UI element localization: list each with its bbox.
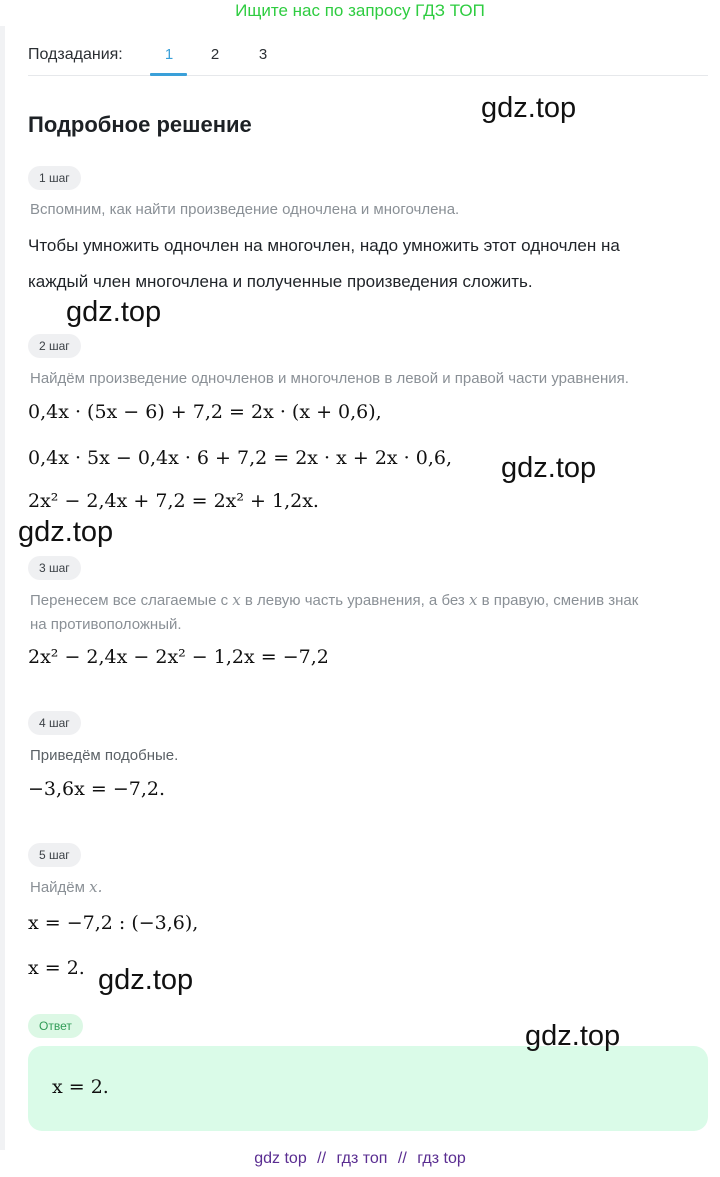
step-3-equation: 2x² − 2,4x − 2x² − 1,2x = −7,2 <box>28 646 329 668</box>
step-2-equation-1: 0,4x · (5x − 6) + 7,2 = 2x · (x + 0,6), <box>28 401 382 423</box>
active-tab-indicator <box>150 73 187 76</box>
page-title: Подробное решение <box>28 112 252 137</box>
footer-link-3[interactable]: гдз top <box>417 1150 466 1167</box>
step-3-hint-part-3: в правую, сменив знак <box>481 592 639 609</box>
step-5-badge: 5 шаг <box>28 843 81 867</box>
step-4-equation: −3,6x = −7,2. <box>28 778 166 800</box>
step-1-badge: 1 шаг <box>28 166 81 190</box>
step-1-text-line-2: каждый член многочлена и полученные произведения сложить. <box>28 272 533 291</box>
watermark: gdz.top <box>501 452 597 484</box>
watermark: gdz.top <box>18 516 114 548</box>
footer-links <box>0 1150 720 1168</box>
answer-badge: Ответ <box>28 1014 83 1038</box>
step-3-hint-variable: x <box>232 591 241 609</box>
step-3-hint-part-1: Перенесем все слагаемые с <box>30 592 229 609</box>
step-1-text-line-1: Чтобы умножить одночлен на многочлен, надо умножить этот одночлен на <box>28 236 620 255</box>
footer-separator: // <box>317 1150 327 1167</box>
step-2-equation-3: 2x² − 2,4x + 7,2 = 2x² + 1,2x. <box>28 490 319 512</box>
step-2-equation-2: 0,4x · 5x − 0,4x · 6 + 7,2 = 2x · x + 2x · 0,6, <box>28 447 453 469</box>
left-divider <box>0 26 5 1150</box>
tab-subtask-1[interactable]: 1 <box>164 46 174 63</box>
step-3-hint <box>30 587 700 614</box>
step-1-hint: Вспомним, как найти произведение одночлена и многочлена. <box>30 201 460 218</box>
watermark: gdz.top <box>525 1020 621 1052</box>
watermark: gdz.top <box>66 296 162 328</box>
step-5-equation-1: x = −7,2 : (−3,6), <box>28 912 199 934</box>
step-5-equation-2: x = 2. <box>28 957 85 979</box>
step-2-hint: Найдём произведение одночленов и многочленов в левой и правой части уравнения. <box>30 370 629 387</box>
footer-separator: // <box>397 1150 407 1167</box>
step-5-hint-text: Найдём <box>30 879 85 896</box>
step-5-hint <box>30 874 700 901</box>
step-3-hint-part-2: в левую часть уравнения, а без <box>244 592 465 609</box>
step-4-hint: Приведём подобные. <box>30 747 179 764</box>
watermark: gdz.top <box>481 92 577 124</box>
step-2-badge: 2 шаг <box>28 334 81 358</box>
step-5-hint-variable: x. <box>89 878 103 896</box>
search-banner: Ищите нас по запросу ГДЗ ТОП <box>235 1 485 20</box>
footer-link-2[interactable]: гдз топ <box>336 1150 388 1167</box>
subtasks-label: Подзадания: <box>28 46 123 63</box>
tab-subtask-2[interactable]: 2 <box>210 46 220 63</box>
step-3-hint-line-2: на противоположный. <box>30 616 182 633</box>
tab-subtask-3[interactable]: 3 <box>258 46 268 63</box>
answer-box <box>28 1046 708 1131</box>
subtasks-bar <box>28 36 708 76</box>
step-3-badge: 3 шаг <box>28 556 81 580</box>
answer-value: x = 2. <box>52 1076 109 1098</box>
step-4-badge: 4 шаг <box>28 711 81 735</box>
watermark: gdz.top <box>98 964 194 996</box>
footer-link-1[interactable]: gdz top <box>254 1150 307 1167</box>
step-3-hint-variable-2: x <box>468 591 478 609</box>
